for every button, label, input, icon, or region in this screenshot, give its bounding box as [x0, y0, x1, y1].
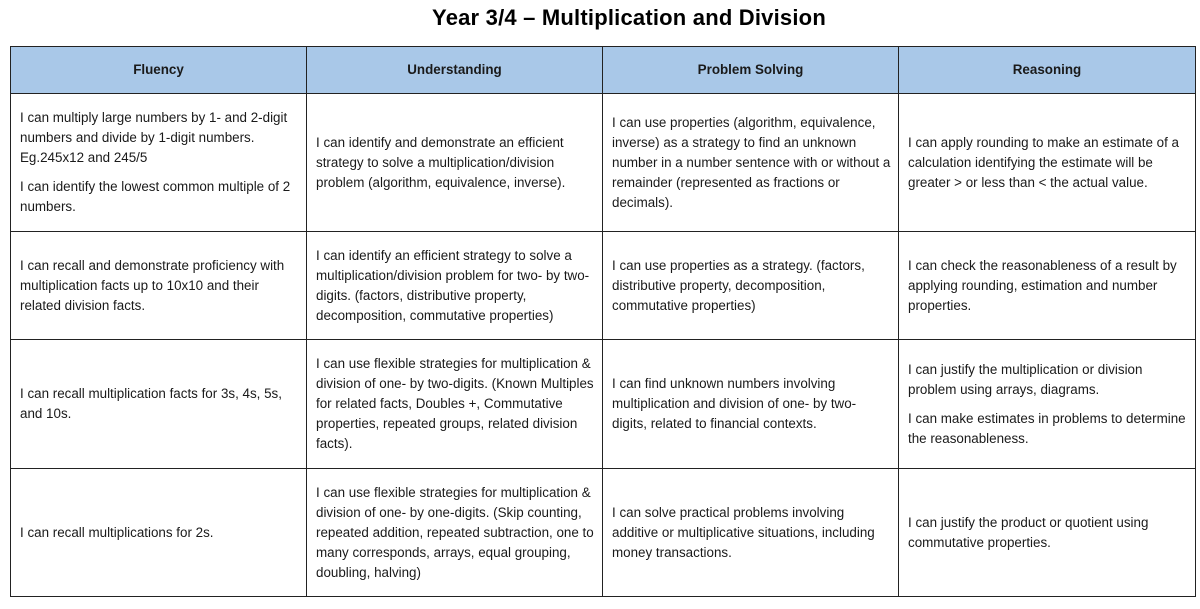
cell-text: I can identify an efficient strategy to solve a multiplication/division problem for two- by two-digits. (factors, distributive property, decomposition, commutative properties)	[316, 247, 590, 323]
fluency-cell	[11, 232, 307, 340]
header-reasoning: Reasoning	[899, 47, 1196, 94]
header-problem-solving: Problem Solving	[603, 47, 899, 94]
problem-solving-cell	[603, 232, 899, 340]
reasoning-cell	[899, 232, 1196, 340]
cell-text: I can use flexible strategies for multiplication & division of one- by two-digits. (Known Multiples for related facts, Doubles +, Commutative properties, repeated groups, related division facts).	[316, 356, 594, 451]
reasoning-cell	[899, 340, 1196, 469]
fluency-cell	[11, 340, 307, 469]
cell-text: I can solve practical problems involving additive or multiplicative situations, including money transactions.	[612, 504, 875, 560]
fluency-cell	[11, 469, 307, 597]
table-row	[11, 340, 1196, 469]
cell-text: I can multiply large numbers by 1- and 2-digit numbers and divide by 1-digit numbers. Eg.245x12 and 245/5	[20, 110, 288, 165]
reasoning-cell	[899, 469, 1196, 597]
cell-text: I can use flexible strategies for multiplication & division of one- by one-digits. (Skip counting, repeated addition, repeated subtraction, one to many corresponds, arrays, equal grouping, doubling, halving)	[316, 484, 594, 580]
problem-solving-cell	[603, 469, 899, 597]
cell-text: I can find unknown numbers involving multiplication and division of one- by two-digits, related to financial contexts.	[612, 376, 857, 431]
cell-text: I can identify the lowest common multiple of 2 numbers.	[20, 179, 291, 214]
cell-text: I can recall and demonstrate proficiency with multiplication facts up to 10x10 and their related division facts.	[20, 257, 285, 313]
page-title: Year 3/4 – Multiplication and Division	[432, 5, 826, 30]
header-fluency: Fluency	[11, 47, 307, 94]
table-row	[11, 94, 1196, 232]
header-understanding: Understanding	[307, 47, 603, 94]
cell-text: I can recall multiplications for 2s.	[20, 524, 214, 540]
cell-text: I can identify and demonstrate an efficient strategy to solve a multiplication/division problem (algorithm, equivalence, inverse).	[316, 134, 566, 190]
table-row	[11, 469, 1196, 597]
table-row	[11, 232, 1196, 340]
skills-table	[10, 46, 1196, 597]
fluency-cell	[11, 94, 307, 232]
cell-text: I can recall multiplication facts for 3s, 4s, 5s, and 10s.	[20, 386, 282, 421]
cell-text: I can justify the multiplication or division problem using arrays, diagrams.	[908, 361, 1143, 397]
cell-text: I can apply rounding to make an estimate of a calculation identifying the estimate will be greater > or less than < the actual value.	[908, 134, 1179, 190]
understanding-cell	[307, 340, 603, 469]
understanding-cell	[307, 232, 603, 340]
problem-solving-cell	[603, 94, 899, 232]
cell-text: I can use properties as a strategy. (factors, distributive property, decomposition, commutative properties)	[612, 257, 865, 313]
understanding-cell	[307, 94, 603, 232]
cell-text: I can use properties (algorithm, equivalence, inverse) as a strategy to find an unknown number in a number sentence with or without a remainder (represented as fractions or decimals).	[612, 114, 891, 210]
problem-solving-cell	[603, 340, 899, 469]
understanding-cell	[307, 469, 603, 597]
cell-text: I can check the reasonableness of a result by applying rounding, estimation and number properties.	[908, 257, 1177, 313]
cell-text: I can make estimates in problems to determine the reasonableness.	[908, 410, 1186, 446]
cell-text: I can justify the product or quotient using commutative properties.	[908, 514, 1149, 550]
reasoning-cell	[899, 94, 1196, 232]
header-row	[11, 47, 1196, 94]
